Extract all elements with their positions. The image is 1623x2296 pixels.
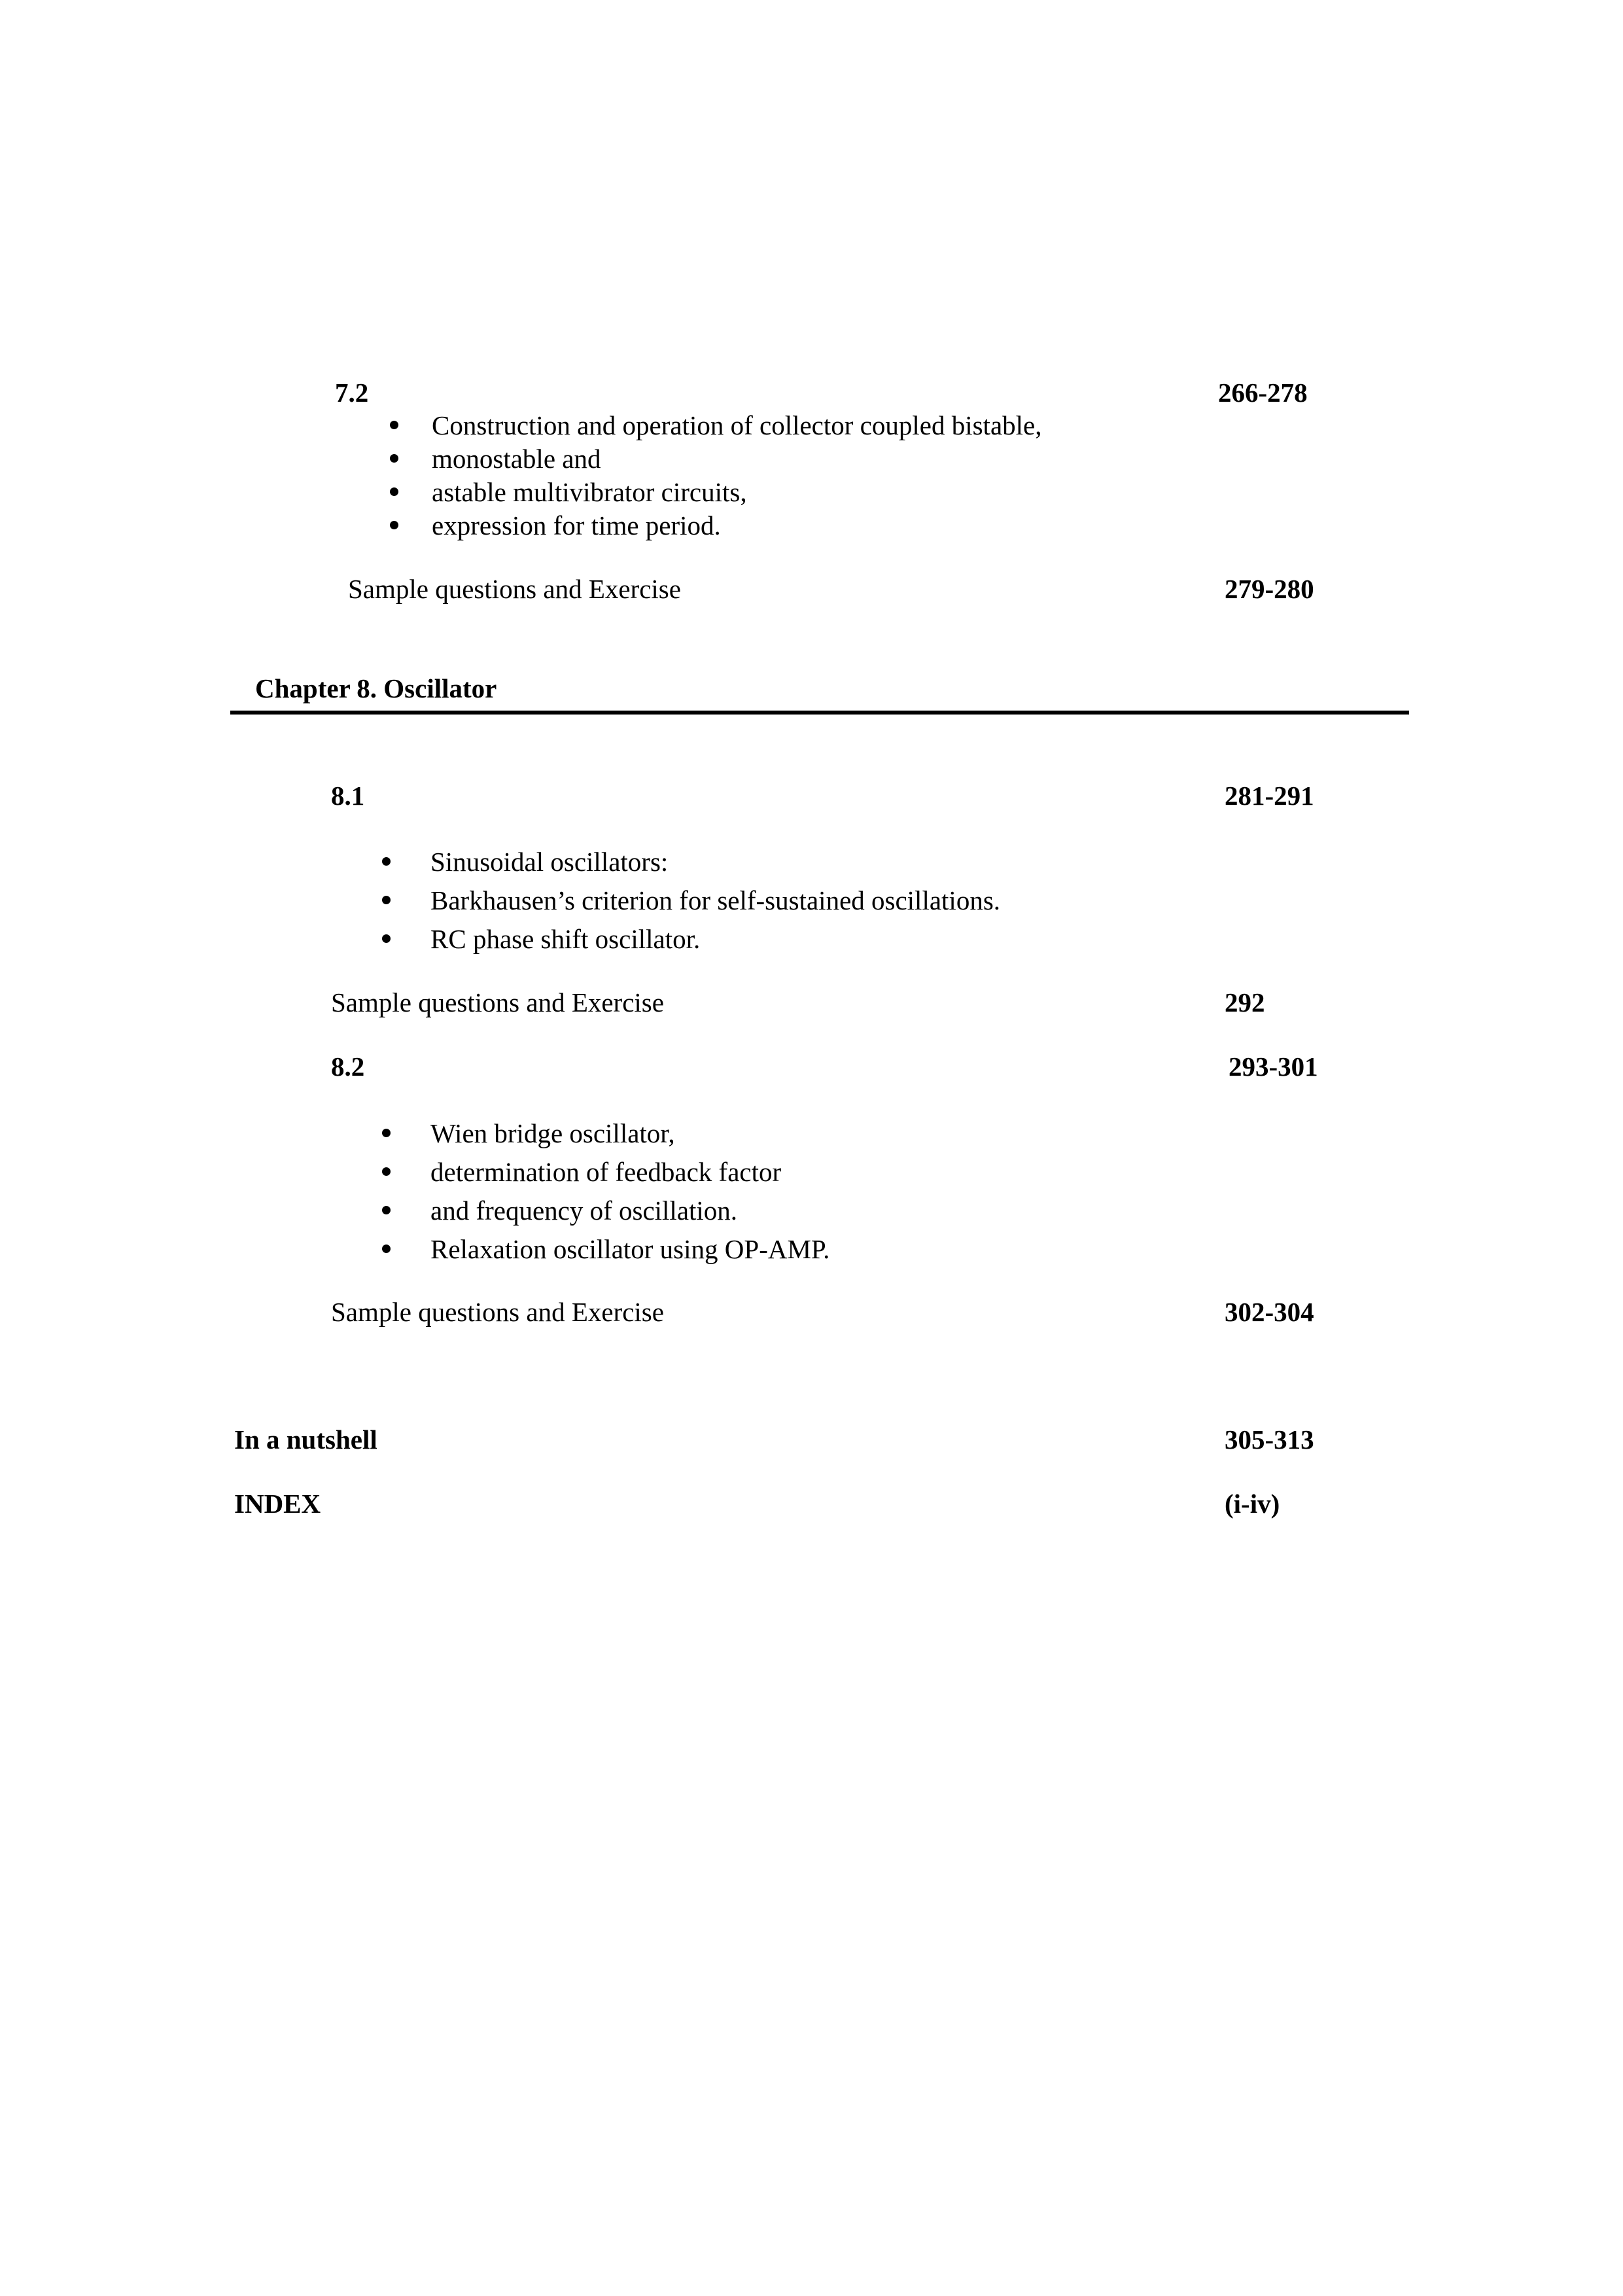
bullet-dot	[390, 454, 398, 463]
bullet-item: expression for time period.	[432, 510, 721, 540]
bullet-dot	[390, 421, 398, 429]
bullet-dot	[382, 896, 391, 904]
bullet-item: Relaxation oscillator using OP-AMP.	[430, 1234, 830, 1264]
bullet-dot	[390, 487, 398, 496]
sample-questions-label: Sample questions and Exercise	[348, 574, 681, 604]
bullet-item: Barkhausen’s criterion for self-sustained oscillations.	[430, 885, 1001, 915]
section-number-8-1: 8.1	[331, 781, 365, 811]
bullet-dot	[382, 1245, 391, 1253]
bullet-item: astable multivibrator circuits,	[432, 477, 747, 507]
section-number-8-2: 8.2	[331, 1051, 365, 1082]
sample-questions-pages: 302-304	[1225, 1297, 1314, 1327]
section-number-7-2: 7.2	[335, 378, 369, 408]
bullet-item: Construction and operation of collector coupled bistable,	[432, 410, 1042, 440]
section-pages-7-2: 266-278	[1218, 378, 1308, 408]
bullet-dot	[382, 857, 391, 866]
index-label: INDEX	[234, 1489, 321, 1519]
sample-questions-label: Sample questions and Exercise	[331, 1297, 664, 1327]
bullet-item: and frequency of oscillation.	[430, 1195, 738, 1226]
sample-questions-pages: 279-280	[1225, 574, 1314, 604]
bullet-item: determination of feedback factor	[430, 1157, 782, 1187]
nutshell-pages: 305-313	[1225, 1424, 1314, 1455]
chapter-divider	[230, 711, 1409, 715]
bullet-item: Sinusoidal oscillators:	[430, 847, 669, 877]
bullet-dot	[390, 521, 398, 529]
bullet-dot	[382, 934, 391, 943]
bullet-item: RC phase shift oscillator.	[430, 924, 701, 954]
chapter-title: Chapter 8. Oscillator	[255, 673, 497, 703]
bullet-dot	[382, 1167, 391, 1176]
bullet-dot	[382, 1129, 391, 1137]
bullet-item: Wien bridge oscillator,	[430, 1118, 675, 1148]
section-pages-8-2: 293-301	[1229, 1051, 1318, 1082]
sample-questions-pages: 292	[1225, 987, 1265, 1017]
nutshell-label: In a nutshell	[234, 1424, 377, 1455]
sample-questions-label: Sample questions and Exercise	[331, 987, 664, 1017]
bullet-item: monostable and	[432, 444, 601, 474]
index-pages: (i-iv)	[1225, 1489, 1280, 1519]
section-pages-8-1: 281-291	[1225, 781, 1314, 811]
bullet-dot	[382, 1206, 391, 1214]
